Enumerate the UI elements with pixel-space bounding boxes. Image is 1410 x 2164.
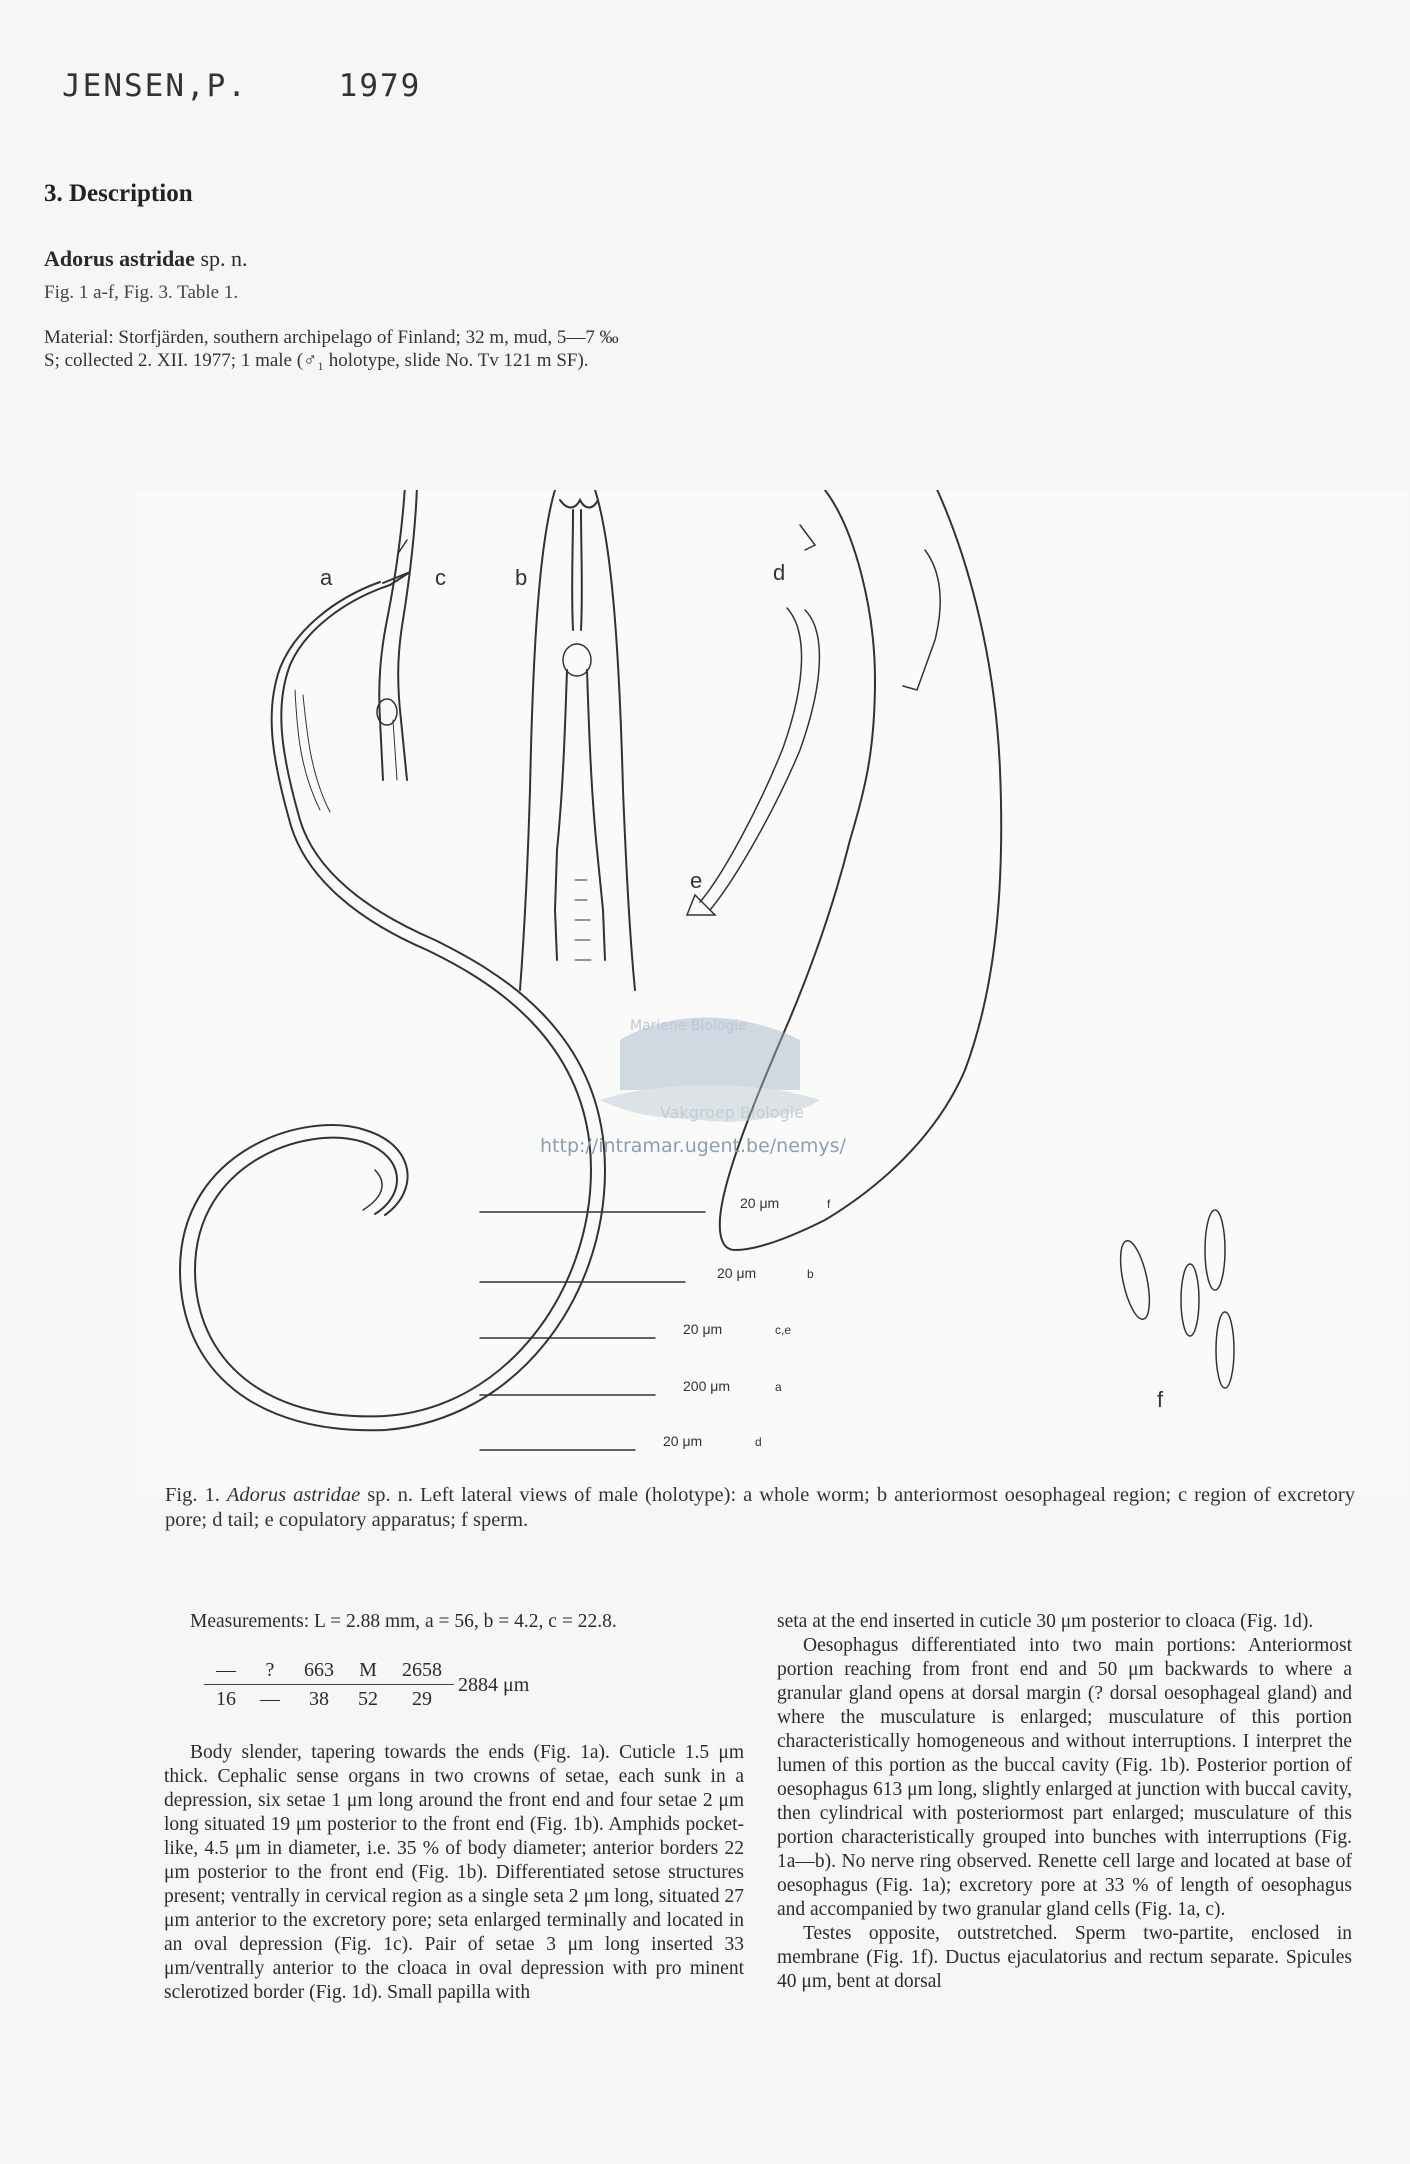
scale-bar-panel-f: f [827, 1197, 831, 1211]
caption-text: sp. n. Left lateral views of male (holotype): a whole worm; b anteriormost oesophageal region; c region of excretory pore; d tail; e copulatory apparatus; f sperm. [165, 1484, 1355, 1531]
panel-label-a: a [320, 565, 333, 590]
scale-bar-panel-a: a [775, 1380, 782, 1394]
header-author: JENSEN,P. [62, 68, 248, 104]
figure-1 [135, 490, 1407, 1495]
formula-top-3: 663 [292, 1656, 346, 1685]
right-column [777, 1610, 1352, 1994]
figure-caption [165, 1483, 1355, 1533]
formula-top-5: 2658 [390, 1656, 454, 1685]
panel-label-d: d [773, 560, 786, 585]
species-name: Adorus astridae [44, 246, 195, 271]
section-title: 3. Description [44, 180, 193, 207]
material-text: Material: Storfjärden, southern archipelago of Finland; 32 m, mud, 5—7 ‰ S; collected 2. XII. 1977; 1 male (♂₁ holotype, slide No. Tv 121 m SF). [44, 327, 619, 371]
scale-bar-label-f: 20 μm [740, 1195, 780, 1211]
figure-drawings [135, 490, 1407, 1495]
scale-bar-label-b: 20 μm [717, 1265, 757, 1281]
species-suffix: sp. n. [200, 246, 248, 271]
figure-reference: Fig. 1 a-f, Fig. 3. Table 1. [44, 282, 239, 303]
header-year: 1979 [338, 68, 422, 104]
description-block [44, 180, 644, 372]
caption-label: Fig. 1. [165, 1484, 220, 1506]
scale-bar-panel-d: d [755, 1435, 762, 1449]
formula-top-2: ? [248, 1656, 292, 1685]
de-man-formula [204, 1656, 541, 1713]
panel-label-c: c [435, 565, 446, 590]
scale-bar-label-ce: 20 μm [683, 1321, 723, 1337]
measurements-intro: Measurements: L = 2.88 mm, a = 56, b = 4.2, c = 22.8. [190, 1611, 617, 1632]
body-paragraph-3: Oesophagus differentiated into two main portions: Anteriormost portion reaching from front end and 50 μm backwards to where a granular gland opens at dorsal margin (? dorsal oesophageal gland) and where the musculature is enlarged; musculature of this portion characteristically homogeneous and without interruptions. I interpret the lumen of this portion as the buccal cavity (Fig. 1b). Posterior portion of oesophagus 613 μm long, slightly enlarged at junction with buccal cavity, then cylindrical with posteriormost part enlarged; musculature of this portion characteristically grouped into bunches with interruptions (Fig. 1a—b). No nerve ring observed. Renette cell large and located at base of oesophagus (Fig. 1a); excretory pore at 33 % of length of oesophagus and accompanied by two granular gland cells (Fig. 1a, c). [777, 1635, 1352, 1920]
scale-bar-panel-b: b [807, 1267, 814, 1281]
scale-bars [480, 1212, 705, 1450]
body-paragraph-1: Body slender, tapering towards the ends (Fig. 1a). Cuticle 1.5 μm thick. Cephalic sense organs in two crowns of setae, each sunk in a depression, six setae 1 μm long around the front end and four setae 2 μm long situated 19 μm posterior to the front end (Fig. 1b). Amphids pocket-like, 4.5 μm in diameter, i.e. 35 % of body diameter; anterior borders 22 μm posterior to the front end (Fig. 1b). Differentiated setose structures present; ventrally in cervical region as a single seta 2 μm long, situated 27 μm anterior to the excretory pore; seta enlarged terminally and located in an oval depression (Fig. 1c). Pair of setae 3 μm long inserted 33 μm/ventrally anterior to the cloaca in oval depression with pro minent sclerotized border (Fig. 1d). Small papilla with [164, 1742, 744, 2003]
header-citation [62, 68, 491, 104]
caption-species: Adorus astridae [226, 1484, 361, 1506]
formula-bottom-5: 29 [412, 1688, 432, 1710]
panel-b-oesophageal-region [520, 490, 635, 990]
panel-c-excretory-pore [377, 490, 417, 780]
formula-bottom-3: 38 [309, 1688, 329, 1710]
scale-bar-panel-ce: c,e [775, 1323, 792, 1337]
panel-label-b: b [515, 565, 528, 590]
formula-total: 2884 μm [458, 1673, 530, 1696]
watermark-subtitle: Vakgroep Biologie [660, 1103, 804, 1122]
formula-bottom-2: — [260, 1688, 280, 1710]
formula-top-4: M [346, 1656, 390, 1685]
scale-bar-label-d: 20 μm [663, 1433, 703, 1449]
panel-label-f: f [1157, 1387, 1164, 1412]
body-paragraph-2: seta at the end inserted in cuticle 30 μm posterior to cloaca (Fig. 1d). [777, 1611, 1314, 1632]
left-column [164, 1610, 744, 2005]
body-paragraph-4: Testes opposite, outstretched. Sperm two-partite, enclosed in membrane (Fig. 1f). Ductus ejaculatorius and rectum separate. Spicules 40 μm, bent at dorsal [777, 1923, 1352, 1992]
panel-label-e: e [690, 868, 703, 893]
scale-bar-label-a: 200 μm [683, 1378, 730, 1394]
panel-f-sperm [1115, 1210, 1234, 1388]
panel-e-copulatory-apparatus [687, 608, 819, 915]
species-heading [44, 246, 644, 272]
formula-bottom-4: 52 [358, 1688, 378, 1710]
formula-top-1: — [204, 1656, 248, 1685]
watermark-title: Mariene Biologie [630, 1018, 747, 1034]
watermark-url: http://intramar.ugent.be/nemys/ [540, 1135, 846, 1157]
formula-bottom-1: 16 [216, 1688, 236, 1710]
